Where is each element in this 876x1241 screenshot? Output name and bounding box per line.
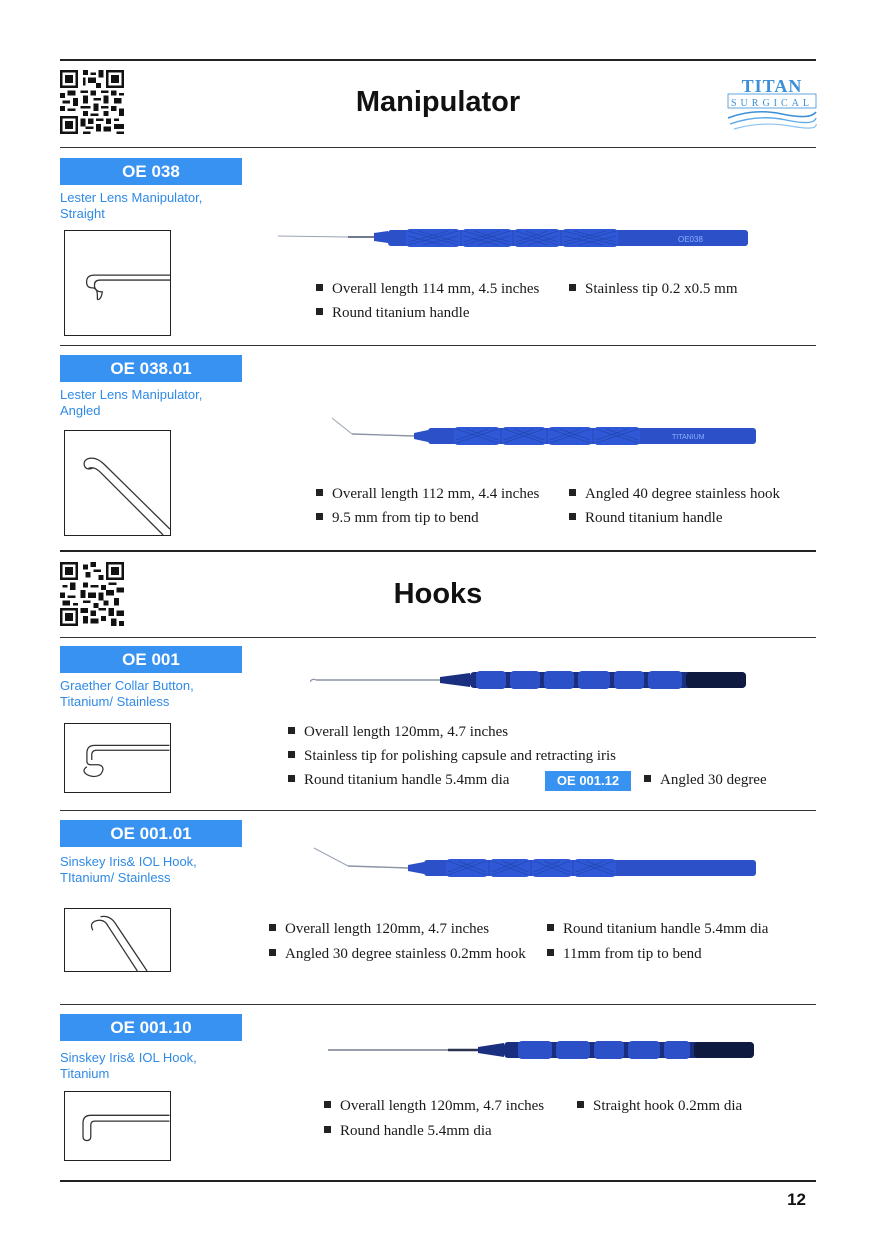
section-title-hooks: Hooks bbox=[393, 578, 483, 610]
spec-item: Angled 30 degree bbox=[644, 772, 767, 789]
section-divider bbox=[60, 147, 816, 148]
bottom-rule bbox=[60, 1180, 816, 1182]
product-name-line: Titanium bbox=[60, 1066, 110, 1081]
spec-item: Round titanium handle bbox=[316, 305, 469, 322]
section-rule bbox=[60, 550, 816, 552]
product-name bbox=[60, 1050, 260, 1082]
product-name bbox=[60, 854, 260, 886]
tip-diagram bbox=[64, 908, 171, 972]
top-rule bbox=[60, 59, 816, 61]
spec-item: Round handle 5.4mm dia bbox=[324, 1123, 492, 1140]
spec-item: Round titanium handle 5.4mm dia bbox=[547, 921, 768, 938]
spec-item: Round titanium handle bbox=[569, 510, 722, 527]
product-code-badge: OE 038.01 bbox=[60, 355, 242, 382]
page-number: 12 bbox=[787, 1190, 806, 1209]
product-name-line: Lester Lens Manipulator, bbox=[60, 387, 203, 402]
product-name-line: TItanium/ Stainless bbox=[60, 870, 171, 885]
tip-diagram bbox=[64, 1091, 171, 1161]
product-name bbox=[60, 190, 260, 222]
product-code-badge: OE 038 bbox=[60, 158, 242, 185]
variant-code-badge: OE 001.12 bbox=[545, 771, 631, 791]
product-name-line: Lester Lens Manipulator, bbox=[60, 190, 203, 205]
spec-item: Stainless tip for polishing capsule and retracting iris bbox=[288, 748, 616, 765]
instrument-photo bbox=[278, 222, 750, 252]
product-code-badge: OE 001.10 bbox=[60, 1014, 242, 1041]
spec-item: 9.5 mm from tip to bend bbox=[316, 510, 479, 527]
spec-item: Overall length 120mm, 4.7 inches bbox=[288, 724, 508, 741]
product-code-badge: OE 001 bbox=[60, 646, 242, 673]
instrument-photo bbox=[328, 1036, 758, 1064]
product-name-line: Angled bbox=[60, 403, 101, 418]
instrument-photo bbox=[332, 412, 760, 448]
product-divider bbox=[60, 1004, 816, 1005]
spec-item: Overall length 112 mm, 4.4 inches bbox=[316, 486, 539, 503]
product-code-badge: OE 001.01 bbox=[60, 820, 242, 847]
product-name-line: Sinskey Iris& IOL Hook, bbox=[60, 854, 197, 869]
spec-item: Overall length 120mm, 4.7 inches bbox=[324, 1098, 544, 1115]
tip-diagram bbox=[64, 723, 171, 793]
spec-item: Straight hook 0.2mm dia bbox=[577, 1098, 742, 1115]
product-name bbox=[60, 387, 260, 419]
product-name-line: Graether Collar Button, bbox=[60, 678, 194, 693]
spec-item: Stainless tip 0.2 x0.5 mm bbox=[569, 281, 738, 298]
section-title-manipulator: Manipulator bbox=[355, 86, 521, 118]
product-divider bbox=[60, 345, 816, 346]
tip-diagram bbox=[64, 230, 171, 336]
logo-word: TITAN bbox=[741, 76, 803, 96]
instrument-engraving: OE038 bbox=[678, 235, 703, 244]
spec-item: Overall length 114 mm, 4.5 inches bbox=[316, 281, 539, 298]
spec-item: Round titanium handle 5.4mm dia bbox=[288, 772, 509, 789]
product-name-line: Sinskey Iris& IOL Hook, bbox=[60, 1050, 197, 1065]
spec-item: 11mm from tip to bend bbox=[547, 946, 702, 963]
tip-diagram bbox=[64, 430, 171, 536]
instrument-photo bbox=[310, 666, 750, 694]
instrument-engraving: TITANIUM bbox=[672, 434, 705, 441]
product-divider bbox=[60, 810, 816, 811]
spec-item: Angled 40 degree stainless hook bbox=[569, 486, 780, 503]
product-name bbox=[60, 678, 260, 710]
product-name-line: Titanium/ Stainless bbox=[60, 694, 170, 709]
section-divider bbox=[60, 637, 816, 638]
logo-subword: SURGICAL bbox=[730, 98, 814, 109]
spec-item: Overall length 120mm, 4.7 inches bbox=[269, 921, 489, 938]
instrument-photo bbox=[314, 844, 760, 880]
product-name-line: Straight bbox=[60, 206, 105, 221]
titan-surgical-logo bbox=[724, 74, 820, 136]
spec-item: Angled 30 degree stainless 0.2mm hook bbox=[269, 946, 526, 963]
